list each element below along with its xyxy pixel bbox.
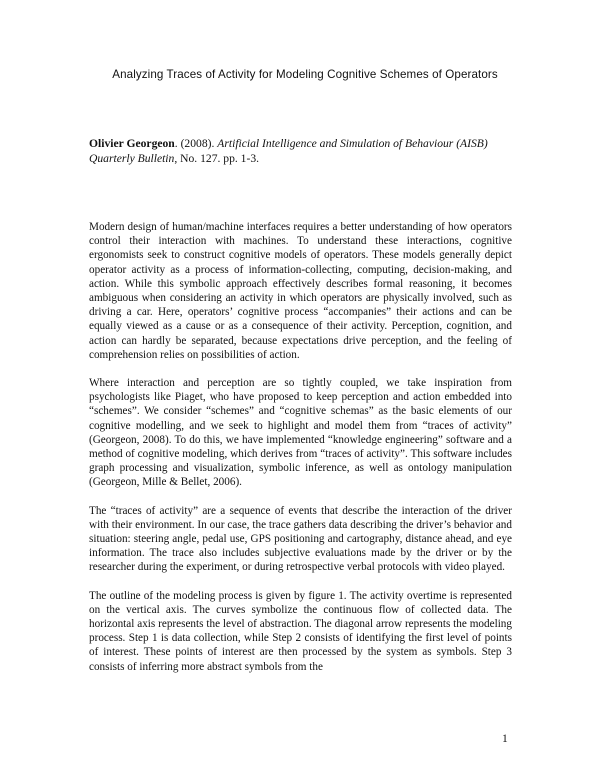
citation-issue: , No. 127. pp. 1-3. [174, 152, 260, 165]
body-text [89, 220, 512, 688]
citation-year: . (2008). [174, 137, 218, 150]
citation-author: Olivier Georgeon [89, 137, 175, 150]
paragraph-4: The outline of the modeling process is given by figure 1. The activity overtime is represented on the vertical axis. The curves symbolize the continuous flow of collected data. The horizontal axis represents the level of abstraction. The diagonal arrow represents the modeling process. Step 1 is data collection, while Step 2 consists of identifying the first level of points of interest. These points of interest are then processed by the system as symbols. Step 3 consists of inferring more abstract symbols from the [89, 589, 512, 673]
citation-journal: Artificial Intelligence and Simulation of Behaviour (AISB) Quarterly Bulletin [89, 137, 488, 165]
page-number: 1 [502, 732, 508, 745]
paper-title: Analyzing Traces of Activity for Modeling Cognitive Schemes of Operators [112, 68, 498, 81]
citation [89, 136, 529, 166]
paragraph-2: Where interaction and perception are so tightly coupled, we take inspiration from psychologists like Piaget, who have proposed to keep perception and action embedded into “schemes”. We consider “schemes” and “cognitive schemas” as the basic elements of our cognitive modelling, and we seek to highlight and model them from “traces of activity” (Georgeon, 2008). To do this, we have implemented “knowledge engineering” software and a method of cognitive modeling, which derives from “traces of activity”. This software includes graph processing and visualization, symbolic inference, as well as ontology manipulation (Georgeon, Mille & Bellet, 2006). [89, 377, 512, 489]
paragraph-1: Modern design of human/machine interfaces requires a better understanding of how operators control their interaction with machines. To understand these interactions, cognitive ergonomists seek to construct cognitive models of operators. These models generally depict operator activity as a process of information-collecting, computing, decision-making, and action. While this symbolic approach effectively describes formal reasoning, it becomes ambiguous when considering an activity in which operators are physically involved, such as driving a car. Here, operators’ cognitive process “accompanies” their actions and can be equally viewed as a cause or as a consequence of their activity. Perception, cognition, and action can hardly be separated, because expectations drive perception, and the feeling of comprehension relies on possibilities of action. [89, 221, 512, 361]
paragraph-3: The “traces of activity” are a sequence of events that describe the interaction of the driver with their environment. In our case, the trace gathers data describing the driver’s behavior and situation: steering angle, pedal use, GPS positioning and cartography, distance ahead, and eye information. The trace also includes subjective evaluations made by the driver or by the researcher during the experiment, or during retrospective verbal protocols with video played. [89, 504, 512, 574]
